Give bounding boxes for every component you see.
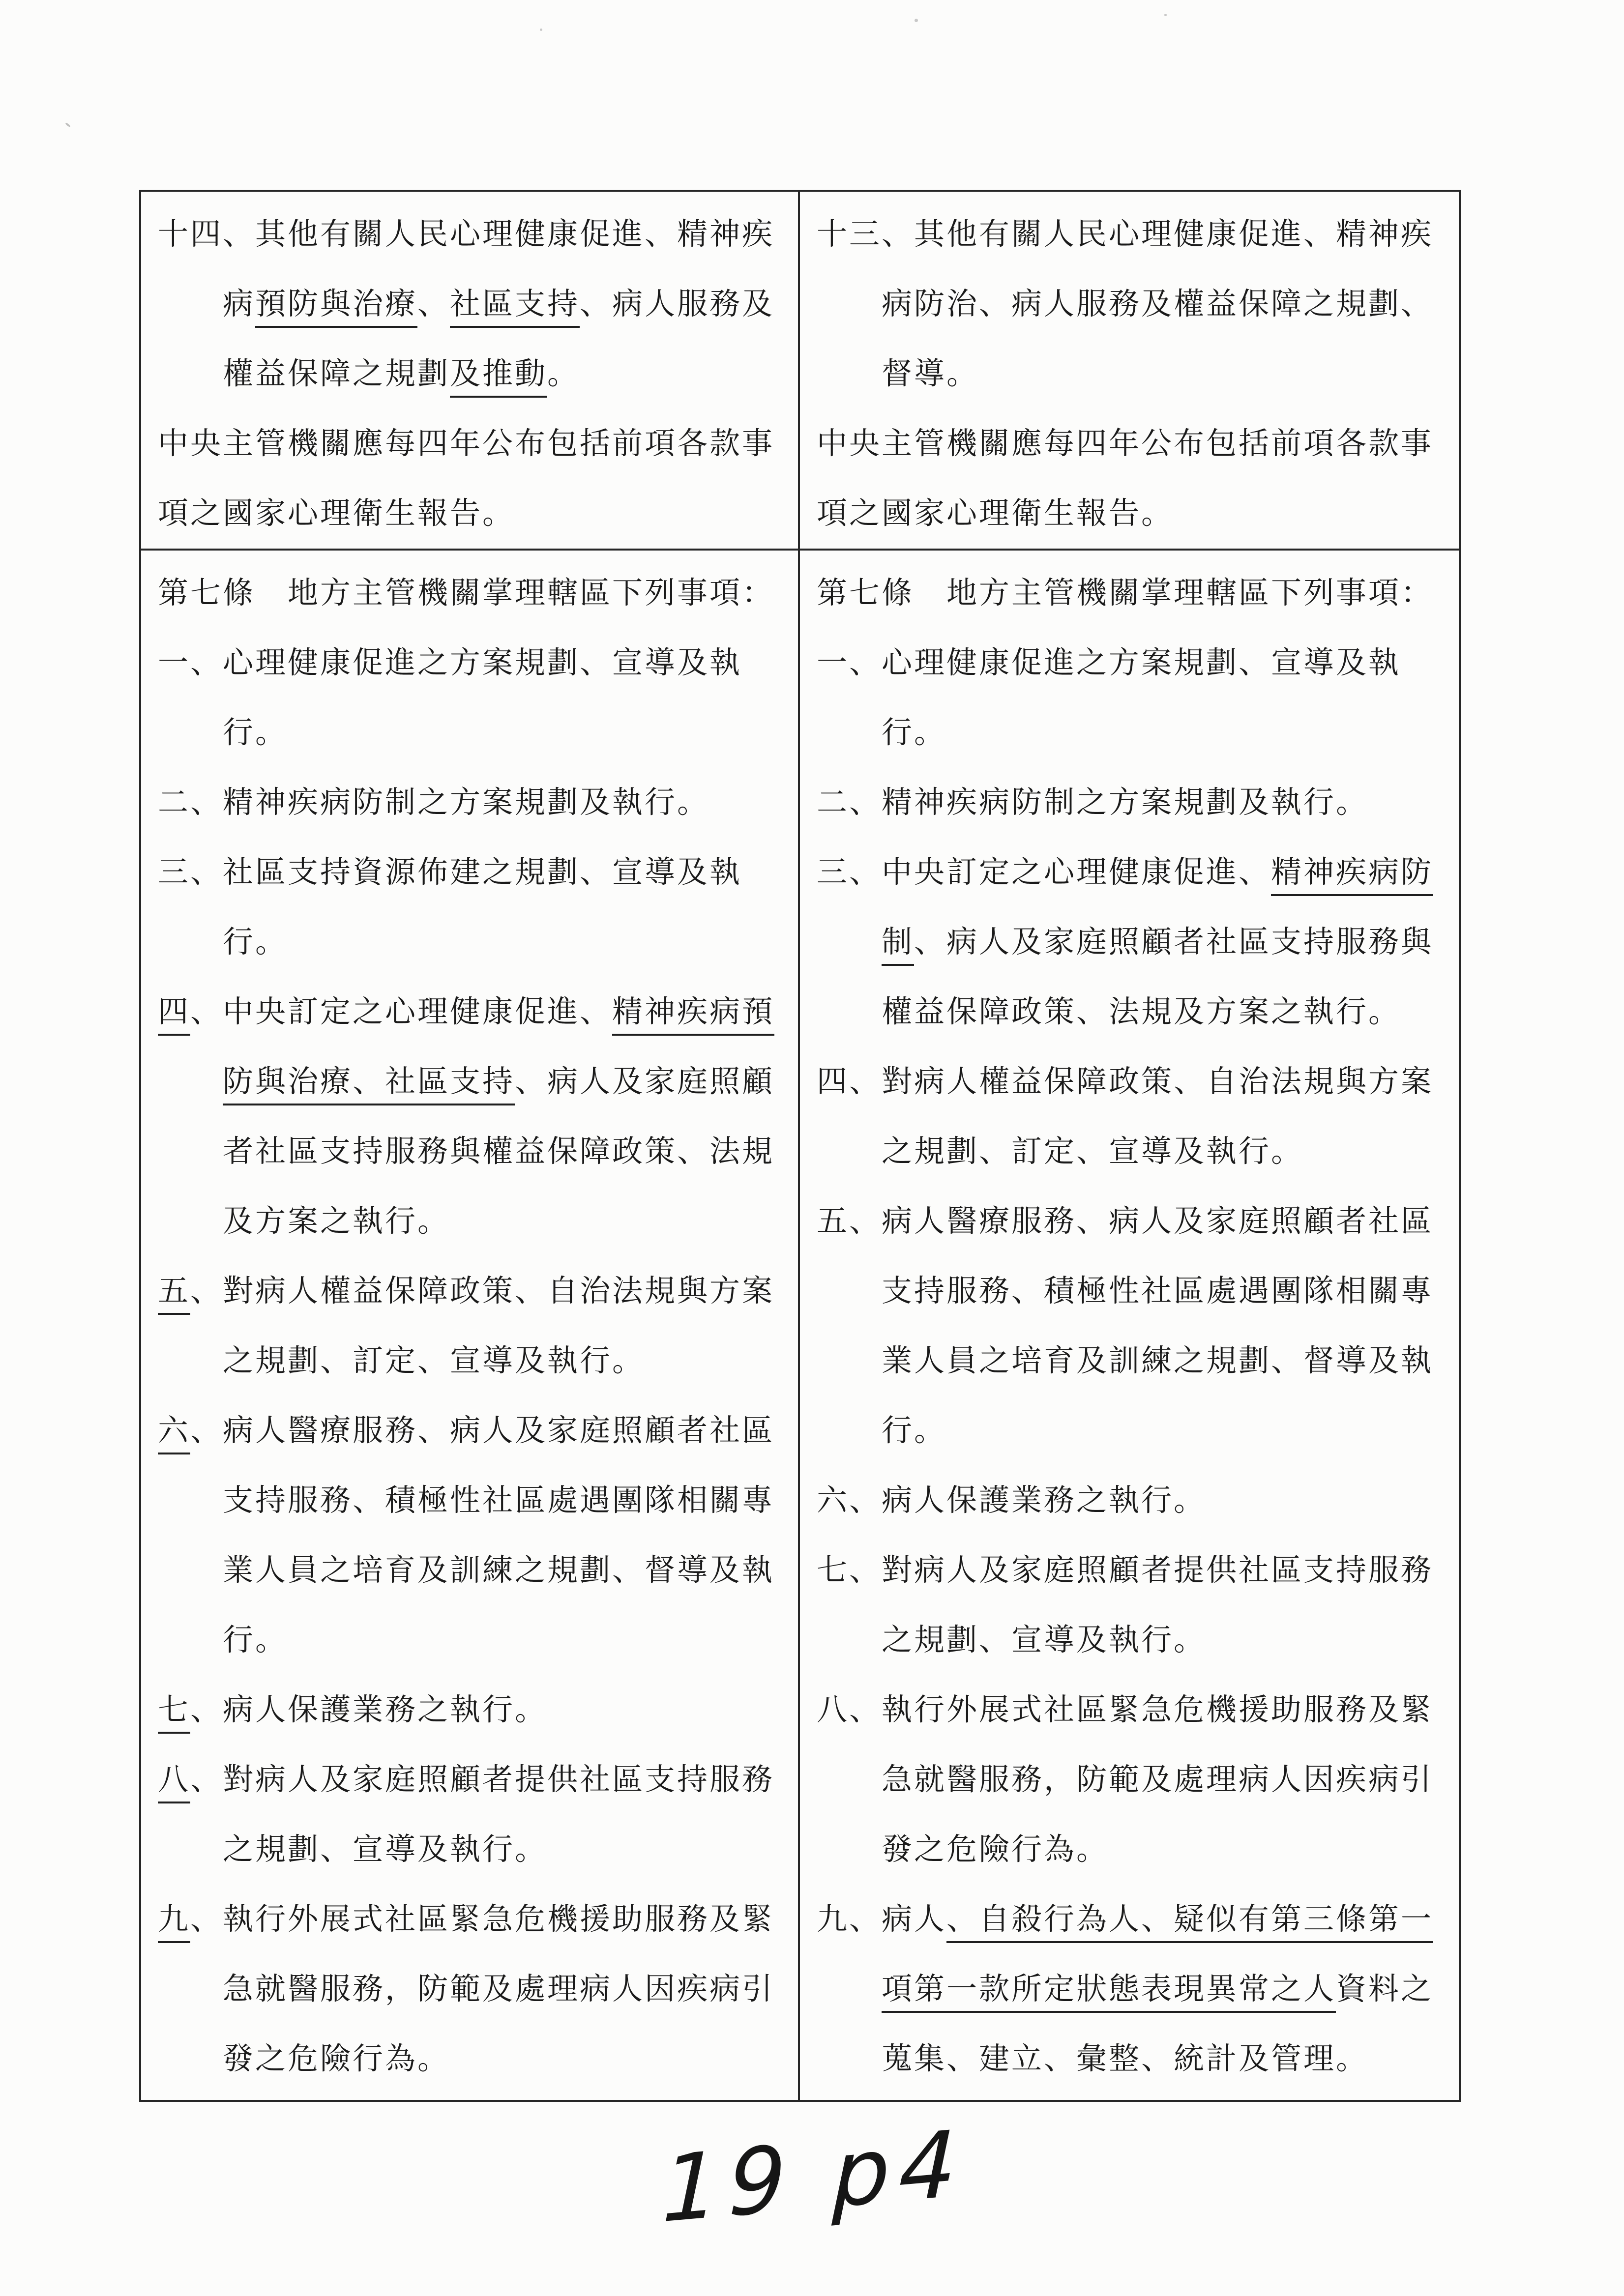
text-run: 七、對病人及家庭照顧者提供社區支持服務之規劃、宣導及執行。: [817, 1554, 1434, 1657]
text-run: 四、對病人權益保障政策、自治法規與方案之規劃、訂定、宣導及執行。: [817, 1065, 1434, 1168]
text-run: 資料之蒐集、建立、彙整、統計及管理。: [882, 1973, 1434, 2076]
text-run: 三、社區支持資源佈建之規劃、宣導及執行。: [158, 856, 742, 959]
text-run: 二、精神疾病防制之方案規劃及執行。: [817, 786, 1369, 819]
table-row-2: [141, 549, 1459, 2100]
underlined-text: 六: [158, 1414, 190, 1454]
paragraph: [158, 409, 779, 549]
law-comparison-table: [139, 190, 1461, 2102]
text-run: 二、精神疾病防制之方案規劃及執行。: [158, 786, 710, 819]
text-run: 五、病人醫療服務、病人及家庭照顧者社區支持服務、積極性社區處遇團隊相關專業人員之培育及訓練之規劃、督導及執行。: [817, 1205, 1434, 1448]
paragraph: [158, 1885, 798, 2094]
text-run: 、病人服務及權益保障之規劃: [223, 288, 775, 391]
scan-speck: [915, 19, 918, 22]
underlined-text: 精神疾病防制: [882, 856, 1433, 966]
underlined-text: 精神疾病預防與治療、社區支持: [223, 995, 774, 1105]
cell-current-text-r1: [800, 192, 1459, 549]
text-run: 第七條 地方主管機關掌理轄區下列事項：: [158, 577, 775, 610]
paragraph: [158, 768, 798, 838]
text-run: 三、中央訂定之心理健康促進、: [817, 856, 1271, 889]
text-run: 一、心理健康促進之方案規劃、宣導及執行。: [817, 646, 1401, 750]
text-run: 、病人醫療服務、病人及家庭照顧者社區支持服務、積極性社區處遇團隊相關專業人員之培育及訓練之規劃、督導及執行。: [190, 1414, 775, 1657]
paragraph: [158, 1396, 798, 1675]
underlined-text: 預防與治療: [255, 288, 417, 328]
text-run: 。: [547, 357, 580, 391]
scan-speck: [65, 122, 71, 128]
underlined-text: 四: [158, 995, 190, 1036]
paragraph: [817, 200, 1459, 409]
cell-current-text-r2: [800, 551, 1459, 2100]
paragraph: [158, 1675, 798, 1745]
scan-speck: [540, 29, 542, 31]
paragraph: [158, 977, 798, 1256]
text-run: 八、執行外展式社區緊急危機援助服務及緊急就醫服務，防範及處理病人因疾病引發之危險行為。: [817, 1693, 1434, 1866]
text-run: 十三、其他有關人民心理健康促進、精神疾病防治、病人服務及權益保障之規劃、督導。: [817, 218, 1434, 391]
text-run: 、病人保護業務之執行。: [190, 1693, 548, 1727]
cell-amended-text-r2: [141, 551, 800, 2100]
text-run: 、執行外展式社區緊急危機援助服務及緊急就醫服務，防範及處理病人因疾病引發之危險行為。: [190, 1903, 775, 2076]
paragraph: [817, 768, 1459, 838]
text-run: 、對病人及家庭照顧者提供社區支持服務之規劃、宣導及執行。: [190, 1763, 775, 1866]
paragraph: [158, 1256, 798, 1396]
text-run: 中央主管機關應每四年公布包括前項各款事項之國家心理衛生報告。: [817, 427, 1434, 530]
paragraph: [817, 1885, 1459, 2094]
underlined-text: 五: [158, 1275, 190, 1315]
text-run: 、病人及家庭照顧者社區支持服務與權益保障政策、法規及方案之執行。: [882, 926, 1434, 1029]
text-run: 、: [417, 288, 450, 321]
paragraph: [817, 1047, 1459, 1187]
cell-amended-text-r1: [141, 192, 800, 549]
paragraph: [817, 838, 1459, 1047]
table-row-1: [141, 192, 1459, 549]
text-run: 中央主管機關應每四年公布包括前項各款事項之國家心理衛生報告。: [158, 427, 775, 530]
underlined-text: 社區支持: [450, 288, 580, 328]
paragraph: [817, 1536, 1459, 1675]
paragraph: [817, 1675, 1459, 1885]
text-run: 九、病人: [817, 1903, 947, 1936]
text-run: 、對病人權益保障政策、自治法規與方案之規劃、訂定、宣導及執行。: [190, 1275, 775, 1378]
paragraph: [817, 1187, 1459, 1466]
paragraph: [817, 1466, 1459, 1536]
paragraph: [158, 838, 798, 977]
paragraph: [158, 558, 779, 628]
underlined-text: 七: [158, 1693, 190, 1734]
text-run: 六、病人保護業務之執行。: [817, 1484, 1207, 1517]
paragraph: [158, 1745, 798, 1885]
paragraph: [158, 200, 798, 409]
paragraph: [817, 628, 1459, 768]
underlined-text: 八: [158, 1763, 190, 1803]
text-run: 第七條 地方主管機關掌理轄區下列事項：: [817, 577, 1434, 610]
paragraph: [158, 628, 798, 768]
handwritten-page-number: 19 p4: [661, 2110, 967, 2243]
underlined-text: 及推動: [450, 357, 547, 398]
paragraph: [817, 409, 1438, 549]
underlined-text: 九: [158, 1903, 190, 1943]
text-run: 、中央訂定之心理健康促進、: [190, 995, 613, 1029]
text-run: 、病人及家庭照顧者社區支持服務與權益保障政策、法規及方案之執行。: [223, 1065, 775, 1238]
text-run: 一、心理健康促進之方案規劃、宣導及執行。: [158, 646, 742, 750]
paragraph: [817, 558, 1438, 628]
scan-speck: [1164, 14, 1167, 16]
text-run: 十四、其他有關人民心理健康促進、精神疾病: [158, 218, 775, 321]
underlined-text: 、自殺行為人、疑似有第三條第一項第一款所定狀態表現異常之人: [882, 1903, 1433, 2013]
